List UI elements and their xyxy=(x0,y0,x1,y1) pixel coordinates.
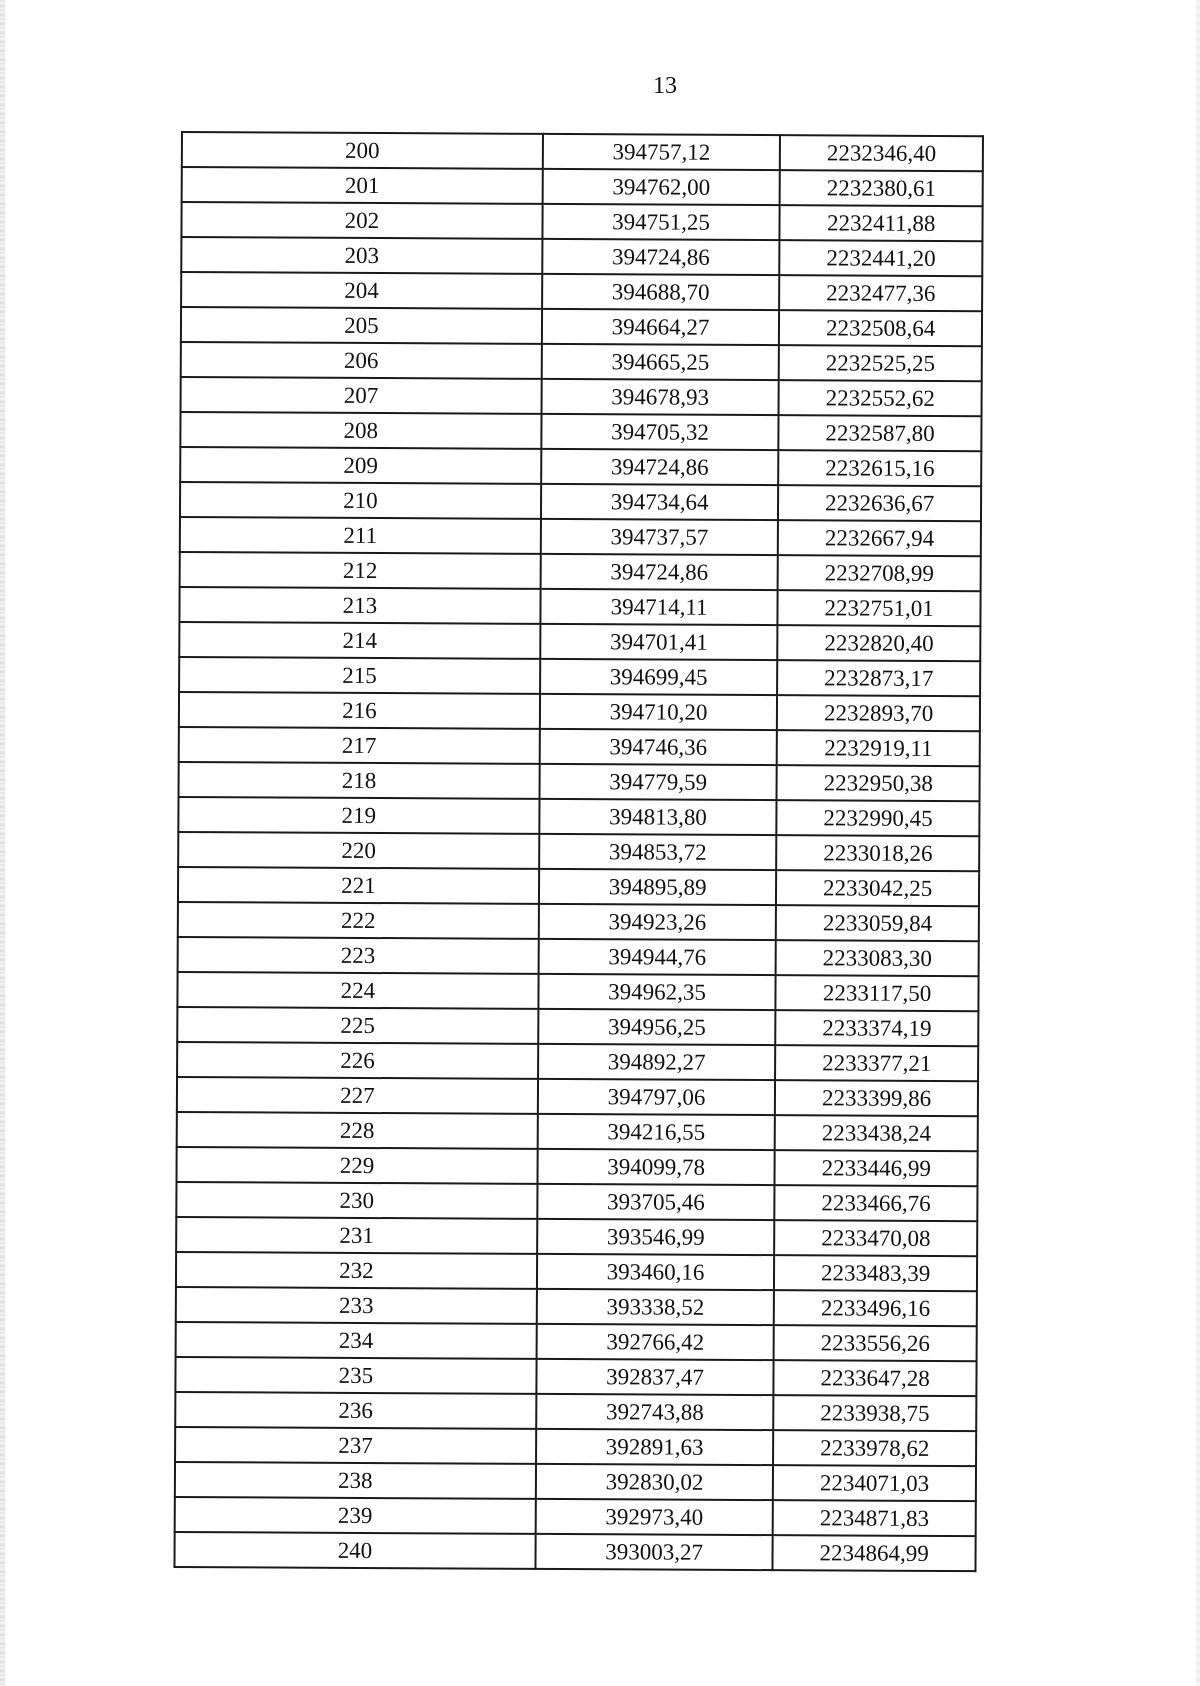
x-coordinate-cell: 392973,40 xyxy=(535,1499,773,1535)
x-coordinate-cell: 393546,99 xyxy=(537,1219,775,1255)
point-number-cell: 205 xyxy=(181,307,542,344)
x-coordinate-cell: 394724,86 xyxy=(541,449,779,485)
point-number-cell: 200 xyxy=(182,132,543,169)
point-number-cell: 218 xyxy=(179,762,540,799)
point-number-cell: 234 xyxy=(176,1322,537,1359)
point-number-cell: 212 xyxy=(180,552,541,589)
y-coordinate-cell: 2232552,62 xyxy=(779,380,982,416)
point-number-cell: 204 xyxy=(181,272,542,309)
point-number-cell: 223 xyxy=(178,937,539,974)
y-coordinate-cell: 2232990,45 xyxy=(777,800,980,836)
point-number-cell: 222 xyxy=(178,902,539,939)
table-row xyxy=(179,762,980,801)
y-coordinate-cell: 2232441,20 xyxy=(780,240,983,276)
point-number-cell: 219 xyxy=(178,797,539,834)
table-row xyxy=(180,552,981,591)
y-coordinate-cell: 2232820,40 xyxy=(778,625,981,661)
point-number-cell: 210 xyxy=(180,482,541,519)
point-number-cell: 220 xyxy=(178,832,539,869)
table-row xyxy=(176,1252,977,1291)
x-coordinate-cell: 394724,86 xyxy=(540,554,778,590)
table-row xyxy=(177,1077,978,1116)
y-coordinate-cell: 2232950,38 xyxy=(777,765,980,801)
x-coordinate-cell: 392837,47 xyxy=(536,1359,774,1395)
y-coordinate-cell: 2234071,03 xyxy=(773,1465,976,1501)
x-coordinate-cell: 394757,12 xyxy=(543,134,781,170)
point-number-cell: 215 xyxy=(179,657,540,694)
x-coordinate-cell: 393460,16 xyxy=(537,1254,775,1290)
y-coordinate-cell: 2233556,26 xyxy=(774,1325,977,1361)
x-coordinate-cell: 393338,52 xyxy=(537,1289,775,1325)
y-coordinate-cell: 2233483,39 xyxy=(774,1255,977,1291)
x-coordinate-cell: 394762,00 xyxy=(542,169,780,205)
x-coordinate-cell: 394705,32 xyxy=(541,414,779,450)
y-coordinate-cell: 2234871,83 xyxy=(773,1500,976,1536)
x-coordinate-cell: 394956,25 xyxy=(538,1009,776,1045)
table-row xyxy=(177,1007,978,1046)
table-row xyxy=(179,587,980,626)
table-row xyxy=(179,622,980,661)
x-coordinate-cell: 394688,70 xyxy=(542,274,780,310)
y-coordinate-cell: 2232667,94 xyxy=(778,520,981,556)
y-coordinate-cell: 2233399,86 xyxy=(775,1080,978,1116)
x-coordinate-cell: 394099,78 xyxy=(537,1149,775,1185)
x-coordinate-cell: 394710,20 xyxy=(540,694,778,730)
table-row xyxy=(181,342,982,381)
x-coordinate-cell: 394923,26 xyxy=(539,904,777,940)
x-coordinate-cell: 394853,72 xyxy=(539,834,777,870)
point-number-cell: 207 xyxy=(181,377,542,414)
x-coordinate-cell: 392766,42 xyxy=(536,1324,774,1360)
y-coordinate-cell: 2232893,70 xyxy=(777,695,980,731)
point-number-cell: 206 xyxy=(181,342,542,379)
table-row xyxy=(178,832,979,871)
x-coordinate-cell: 394699,45 xyxy=(540,659,778,695)
point-number-cell: 216 xyxy=(179,692,540,729)
point-number-cell: 203 xyxy=(181,237,542,274)
x-coordinate-cell: 392891,63 xyxy=(536,1429,774,1465)
x-coordinate-cell: 394724,86 xyxy=(542,239,780,275)
y-coordinate-cell: 2233938,75 xyxy=(774,1395,977,1431)
coordinates-table xyxy=(173,131,984,1572)
table-row xyxy=(175,1392,976,1431)
point-number-cell: 221 xyxy=(178,867,539,904)
y-coordinate-cell: 2232919,11 xyxy=(777,730,980,766)
x-coordinate-cell: 394895,89 xyxy=(539,869,777,905)
point-number-cell: 232 xyxy=(176,1252,537,1289)
page-number: 13 xyxy=(653,73,677,99)
x-coordinate-cell: 393705,46 xyxy=(537,1184,775,1220)
point-number-cell: 217 xyxy=(179,727,540,764)
x-coordinate-cell: 394665,25 xyxy=(542,344,780,380)
table-row xyxy=(181,237,982,276)
table-row xyxy=(179,692,980,731)
y-coordinate-cell: 2233374,19 xyxy=(776,1010,979,1046)
point-number-cell: 229 xyxy=(176,1147,537,1184)
table-row xyxy=(178,797,979,836)
y-coordinate-cell: 2234864,99 xyxy=(773,1535,976,1571)
table-row xyxy=(175,1427,976,1466)
y-coordinate-cell: 2233117,50 xyxy=(776,975,979,1011)
x-coordinate-cell: 394813,80 xyxy=(539,799,777,835)
table-row xyxy=(175,1357,976,1396)
table-row xyxy=(174,1532,975,1571)
table-row xyxy=(176,1147,977,1186)
point-number-cell: 209 xyxy=(180,447,541,484)
x-coordinate-cell: 394737,57 xyxy=(541,519,779,555)
point-number-cell: 237 xyxy=(175,1427,536,1464)
x-coordinate-cell: 394746,36 xyxy=(540,729,778,765)
scan-edge-right xyxy=(1196,0,1200,1686)
point-number-cell: 236 xyxy=(175,1392,536,1429)
x-coordinate-cell: 394797,06 xyxy=(538,1079,776,1115)
point-number-cell: 227 xyxy=(177,1077,538,1114)
y-coordinate-cell: 2233647,28 xyxy=(774,1360,977,1396)
point-number-cell: 239 xyxy=(175,1497,536,1534)
y-coordinate-cell: 2232477,36 xyxy=(779,275,982,311)
table-row xyxy=(177,972,978,1011)
y-coordinate-cell: 2232346,40 xyxy=(780,135,983,171)
point-number-cell: 231 xyxy=(176,1217,537,1254)
scan-edge-left xyxy=(0,0,5,1686)
table-row xyxy=(180,447,981,486)
table-row xyxy=(177,1112,978,1151)
table-row xyxy=(176,1287,977,1326)
table-row xyxy=(175,1497,976,1536)
point-number-cell: 224 xyxy=(177,972,538,1009)
x-coordinate-cell: 394701,41 xyxy=(540,624,778,660)
y-coordinate-cell: 2232587,80 xyxy=(779,415,982,451)
x-coordinate-cell: 394944,76 xyxy=(538,939,776,975)
point-number-cell: 226 xyxy=(177,1042,538,1079)
point-number-cell: 202 xyxy=(181,202,542,239)
y-coordinate-cell: 2232508,64 xyxy=(779,310,982,346)
x-coordinate-cell: 394734,64 xyxy=(541,484,779,520)
table-row xyxy=(179,727,980,766)
x-coordinate-cell: 392743,88 xyxy=(536,1394,774,1430)
point-number-cell: 213 xyxy=(179,587,540,624)
table-row xyxy=(176,1182,977,1221)
x-coordinate-cell: 394892,27 xyxy=(538,1044,776,1080)
y-coordinate-cell: 2233470,08 xyxy=(774,1220,977,1256)
table-row xyxy=(179,657,980,696)
coordinates-table-body xyxy=(174,132,983,1571)
point-number-cell: 233 xyxy=(176,1287,537,1324)
point-number-cell: 228 xyxy=(177,1112,538,1149)
table-row xyxy=(180,517,981,556)
x-coordinate-cell: 392830,02 xyxy=(536,1464,774,1500)
y-coordinate-cell: 2232525,25 xyxy=(779,345,982,381)
point-number-cell: 230 xyxy=(176,1182,537,1219)
y-coordinate-cell: 2233978,62 xyxy=(773,1430,976,1466)
table-row xyxy=(176,1322,977,1361)
y-coordinate-cell: 2232411,88 xyxy=(780,205,983,241)
x-coordinate-cell: 394962,35 xyxy=(538,974,776,1010)
table-row xyxy=(180,412,981,451)
x-coordinate-cell: 394714,11 xyxy=(540,589,778,625)
x-coordinate-cell: 394751,25 xyxy=(542,204,780,240)
y-coordinate-cell: 2233438,24 xyxy=(775,1115,978,1151)
y-coordinate-cell: 2233059,84 xyxy=(776,905,979,941)
point-number-cell: 240 xyxy=(174,1532,535,1569)
table-row xyxy=(181,202,982,241)
y-coordinate-cell: 2232708,99 xyxy=(778,555,981,591)
y-coordinate-cell: 2232751,01 xyxy=(778,590,981,626)
table-row xyxy=(182,132,983,171)
table-row xyxy=(181,377,982,416)
x-coordinate-cell: 394664,27 xyxy=(542,309,780,345)
y-coordinate-cell: 2232615,16 xyxy=(778,450,981,486)
x-coordinate-cell: 394216,55 xyxy=(537,1114,775,1150)
y-coordinate-cell: 2232380,61 xyxy=(780,170,983,206)
y-coordinate-cell: 2233496,16 xyxy=(774,1290,977,1326)
table-row xyxy=(178,902,979,941)
x-coordinate-cell: 394678,93 xyxy=(541,379,779,415)
table-row xyxy=(178,867,979,906)
y-coordinate-cell: 2233042,25 xyxy=(776,870,979,906)
point-number-cell: 225 xyxy=(177,1007,538,1044)
table-row xyxy=(177,1042,978,1081)
y-coordinate-cell: 2233466,76 xyxy=(775,1185,978,1221)
point-number-cell: 214 xyxy=(179,622,540,659)
y-coordinate-cell: 2233083,30 xyxy=(776,940,979,976)
point-number-cell: 235 xyxy=(175,1357,536,1394)
y-coordinate-cell: 2232873,17 xyxy=(777,660,980,696)
table-row xyxy=(175,1462,976,1501)
y-coordinate-cell: 2233446,99 xyxy=(775,1150,978,1186)
point-number-cell: 211 xyxy=(180,517,541,554)
point-number-cell: 238 xyxy=(175,1462,536,1499)
x-coordinate-cell: 394779,59 xyxy=(539,764,777,800)
table-row xyxy=(178,937,979,976)
x-coordinate-cell: 393003,27 xyxy=(535,1534,773,1570)
y-coordinate-cell: 2233377,21 xyxy=(775,1045,978,1081)
point-number-cell: 201 xyxy=(182,167,543,204)
y-coordinate-cell: 2232636,67 xyxy=(778,485,981,521)
table-row xyxy=(182,167,983,206)
point-number-cell: 208 xyxy=(180,412,541,449)
table-row xyxy=(181,307,982,346)
table-row xyxy=(181,272,982,311)
table-row xyxy=(180,482,981,521)
table-row xyxy=(176,1217,977,1256)
y-coordinate-cell: 2233018,26 xyxy=(776,835,979,871)
